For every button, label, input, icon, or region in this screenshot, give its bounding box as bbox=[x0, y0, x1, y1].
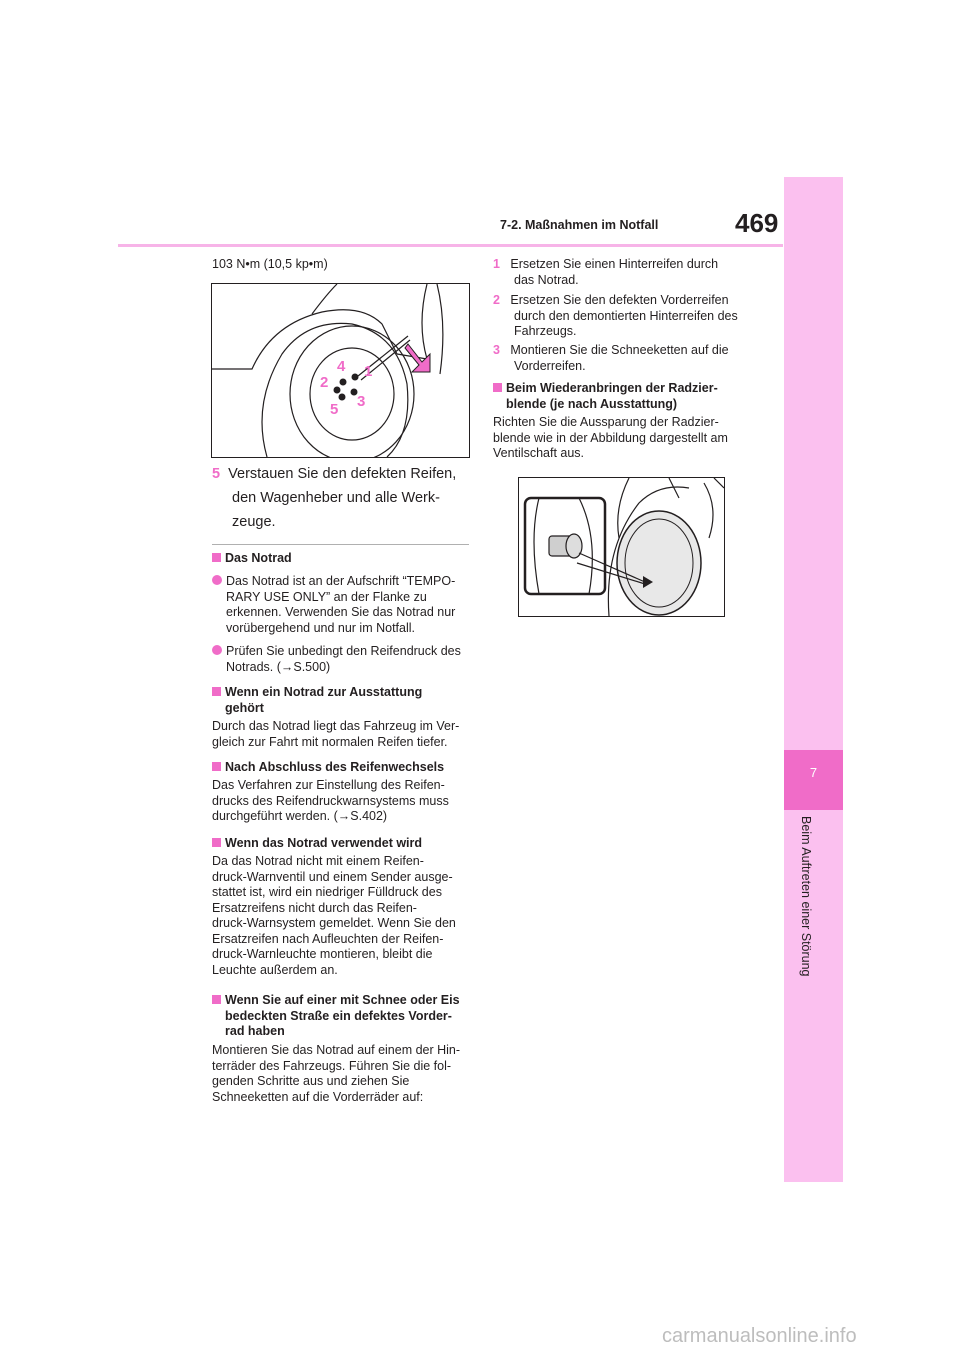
schnee-text bbox=[212, 1043, 460, 1105]
step-5-line-1: Verstauen Sie den defekten Reifen, bbox=[228, 466, 457, 482]
text-line: Montieren Sie die Schneeketten auf die bbox=[510, 343, 729, 357]
text-line: Fahrzeugs. bbox=[514, 324, 577, 338]
text-line: durchgeführt werden. (→S.402) bbox=[212, 809, 388, 823]
lug-nut-1 bbox=[352, 374, 359, 381]
text-line: Ersatzreifens nicht durch das Reifen- bbox=[212, 900, 417, 915]
text-line: Montieren Sie das Notrad auf einem der Hin- bbox=[212, 1043, 461, 1057]
circle-bullet-icon bbox=[212, 575, 222, 585]
schnee-heading bbox=[212, 993, 460, 1040]
step-5 bbox=[212, 462, 456, 534]
step-5-line-2: den Wagenheber und alle Werk- bbox=[232, 490, 440, 506]
text-line: erkennen. Verwenden Sie das Notrad nur bbox=[226, 605, 456, 619]
lug-nut-4 bbox=[340, 379, 347, 386]
step-1 bbox=[493, 257, 718, 288]
lug-label-4: 4 bbox=[337, 358, 346, 375]
chapter-side-tab bbox=[784, 177, 843, 1182]
text-line: Da das Notrad nicht mit einem Reifen- bbox=[212, 854, 424, 868]
text-line: Prüfen Sie unbedingt den Reifendruck des bbox=[226, 644, 461, 658]
text-line: RARY USE ONLY” an der Flanke zu bbox=[226, 589, 427, 604]
notrad-ausstattung-text bbox=[212, 719, 459, 750]
step-5-line-3: zeuge. bbox=[232, 514, 276, 530]
text-line: rad haben bbox=[225, 1024, 285, 1038]
notrad-verwendet-heading bbox=[212, 836, 422, 852]
wheel-lug-nut-figure bbox=[211, 283, 470, 458]
notrad-ausstattung-heading bbox=[212, 685, 422, 716]
circle-bullet-icon bbox=[212, 645, 222, 655]
text-line: durch den demontierten Hinterreifen des bbox=[514, 308, 738, 323]
text-line: Ersetzen Sie den defekten Vorderreifen bbox=[510, 293, 729, 307]
text-line: Wenn ein Notrad zur Ausstattung bbox=[225, 685, 423, 699]
square-bullet-icon bbox=[212, 762, 221, 771]
notrad-heading bbox=[212, 551, 292, 567]
notrad-bullet-2 bbox=[212, 644, 461, 675]
text-line: Leuchte außerdem an. bbox=[212, 962, 338, 977]
text-line: druck-Warnleuchte montieren, bleibt die bbox=[212, 947, 433, 961]
square-bullet-icon bbox=[212, 553, 221, 562]
text-line: Ersatzreifen nach Aufleuchten der Reifen- bbox=[212, 931, 444, 946]
text-line: drucks des Reifendruckwarnsystems muss bbox=[212, 793, 449, 808]
lug-label-3: 3 bbox=[357, 393, 366, 410]
lug-label-5: 5 bbox=[330, 401, 339, 418]
radzierblende-text bbox=[493, 415, 728, 462]
text-line: blende wie in der Abbildung dargestellt am bbox=[493, 430, 728, 445]
text-line: stattet ist, wird ein niedriger Fülldruck des bbox=[212, 885, 442, 899]
step-3 bbox=[493, 343, 729, 374]
wheel-cap-illustration bbox=[519, 478, 724, 616]
text-line: vorübergehend und nur im Notfall. bbox=[226, 620, 416, 635]
wheel-cap-figure bbox=[518, 477, 725, 617]
step-5-number: 5 bbox=[212, 466, 221, 482]
text-line: Das Notrad ist an der Aufschrift “TEMPO- bbox=[226, 574, 456, 588]
torque-value: 103 N•m (10,5 kp•m) bbox=[212, 257, 328, 271]
text-line: Notrads. (→S.500) bbox=[226, 659, 331, 674]
square-bullet-icon bbox=[212, 995, 221, 1004]
text-line: Schneeketten auf die Vorderräder auf: bbox=[212, 1089, 424, 1104]
notrad-verwendet-text bbox=[212, 854, 456, 978]
text-line: genden Schritte aus und ziehen Sie bbox=[212, 1074, 410, 1088]
square-bullet-icon bbox=[212, 838, 221, 847]
square-bullet-icon bbox=[212, 687, 221, 696]
text-line: terräder des Fahrzeugs. Führen Sie die fol- bbox=[212, 1058, 452, 1073]
text-line: Ersetzen Sie einen Hinterreifen durch bbox=[510, 257, 719, 271]
text-line: bedeckten Straße ein defektes Vorder- bbox=[225, 1008, 452, 1023]
chapter-number: 7 bbox=[809, 765, 818, 780]
direction-arrow bbox=[405, 344, 430, 372]
step-2 bbox=[493, 293, 738, 340]
text-line: gehört bbox=[225, 700, 264, 715]
section-title: 7-2. Maßnahmen im Notfall bbox=[500, 218, 659, 232]
step-3-number: 3 bbox=[493, 343, 500, 357]
wheel-cap bbox=[617, 511, 701, 615]
page-number: 469 bbox=[735, 208, 779, 238]
reifenwechsel-text bbox=[212, 778, 449, 825]
text-line: Das Verfahren zur Einstellung des Reifen- bbox=[212, 778, 445, 792]
square-bullet-icon bbox=[493, 383, 502, 392]
header-rule bbox=[118, 244, 783, 247]
lug-label-2: 2 bbox=[320, 374, 329, 391]
chapter-side-tab-active bbox=[784, 750, 843, 810]
section-divider bbox=[212, 544, 469, 545]
text-line: Nach Abschluss des Reifenwechsels bbox=[225, 760, 445, 774]
lug-nut-5 bbox=[339, 394, 346, 401]
wheel-illustration bbox=[212, 284, 469, 457]
text-line: gleich zur Fahrt mit normalen Reifen tiefer. bbox=[212, 734, 448, 749]
text-line: Richten Sie die Aussparung der Radzier- bbox=[493, 415, 719, 429]
lug-nut-2 bbox=[334, 387, 341, 394]
radzierblende-heading bbox=[493, 381, 718, 412]
text-line: Beim Wiederanbringen der Radzier- bbox=[506, 381, 718, 395]
text-line: Wenn Sie auf einer mit Schnee oder Eis bbox=[225, 993, 460, 1007]
text-line: Wenn das Notrad verwendet wird bbox=[225, 836, 423, 850]
lug-label-1: 1 bbox=[364, 363, 373, 380]
step-1-number: 1 bbox=[493, 257, 500, 271]
text-line: blende (je nach Ausstattung) bbox=[506, 396, 678, 411]
notrad-bullet-1 bbox=[212, 574, 455, 636]
notrad-heading-text: Das Notrad bbox=[225, 551, 292, 565]
text-line: Durch das Notrad liegt das Fahrzeug im Ver- bbox=[212, 719, 460, 733]
step-2-number: 2 bbox=[493, 293, 500, 307]
text-line: Ventilschaft aus. bbox=[493, 446, 585, 460]
text-line: druck-Warnsystem gemeldet. Wenn Sie den bbox=[212, 916, 456, 930]
watermark: carmanualsonline.info bbox=[662, 1325, 857, 1347]
text-line: das Notrad. bbox=[514, 272, 579, 287]
chapter-title: Beim Auftreten einer Störung bbox=[799, 816, 813, 977]
text-line: druck-Warnventil und einem Sender ausge- bbox=[212, 869, 453, 884]
reifenwechsel-heading bbox=[212, 760, 444, 776]
text-line: Vorderreifen. bbox=[514, 358, 586, 373]
